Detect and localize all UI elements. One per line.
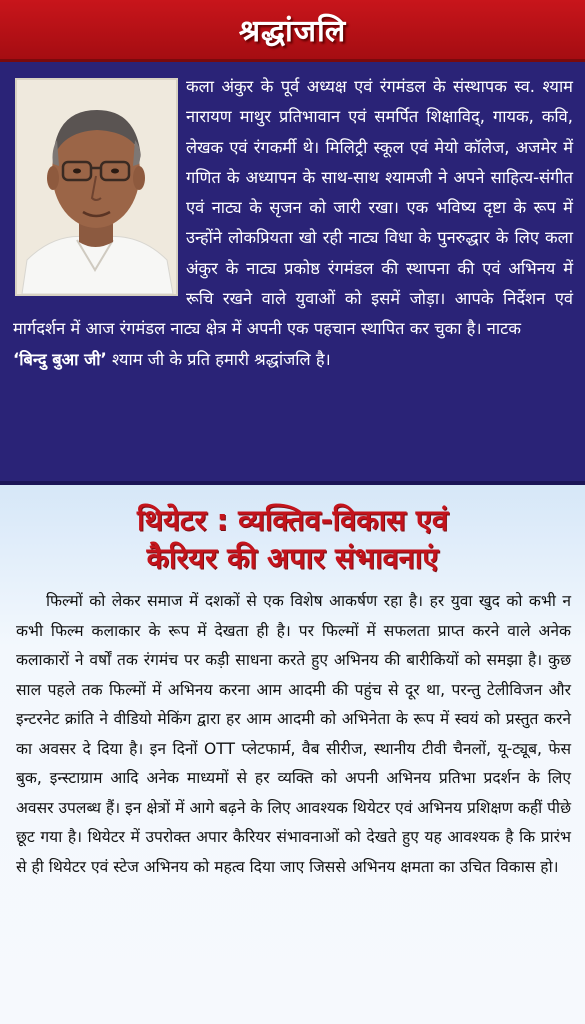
article-body: फिल्मों को लेकर समाज में दशकों से एक विशेष आकर्षण रहा है। हर युवा खुद को कभी न कभी फिल्म कलाकार के रूप में देखता ही है। पर फिल्मों में सफलता प्राप्त करने वाले अनेक कलाकारों ने वर्षों तक रंगमंच पर कड़ी साधना करते हुए अभिनय की बारीकियों को समझा है। कुछ साल पहले तक फिल्मों में अभिनय करना आम आदमी की पहुंच से दूर था, परन्तु टेलीविजन और इन्टरनेट क्रांति ने वीडियो मेकिंग द्वारा हर आम आदमी को अभिनेता के रूप में स्वयं को प्रस्तुत करने का अवसर दे दिया है। इन दिनों OTT प्लेटफार्म, वैब सीरीज, स्थानीय टीवी चैनलों, यू-ट्यूब, फेस बुक, इन्स्टाग्राम आदि अनेक माध्यमों से हर व्यक्ति को अपनी अभिनय प्रतिभा प्रदर्शन के लिए अवसर उपलब्ध हैं। इन क्षेत्रों में आगे बढ़ने के लिए आवश्यक थियेटर एवं अभिनय प्रशिक्षण कहीं पीछे छूट गया है। थियेटर में उपरोक्त अपार कैरियर संभावनाओं को देखते हुए यह आवश्यक है कि प्रारंभ से ही थियेटर एवं स्टेज अभिनय को महत्व दिया जाए जिससे अभिनय क्षमता का उचित विकास हो। bbox=[16, 592, 571, 876]
tribute-section bbox=[0, 62, 585, 485]
tribute-text: कला अंकुर के पूर्व अध्यक्ष एवं रंगमंडल के संस्थापक स्व. श्याम नारायण माथुर प्रतिभावान एवं समर्पित शिक्षाविद्, गायक, कवि, लेखक एवं रंगकर्मी थे। मिलिट्री स्कूल एवं मेयो कॉलेज, अजमेर में गणित के अध्यापन के साथ-साथ श्यामजी ने अपने साहित्य-संगीत एवं नाट्य के सृजन को जारी रखा। एक भविष्य दृष्टा के रूप में उन्होंने लोकप्रियता खो रही नाट्य विधा के पुनरुद्धार के लिए कला अंकुर के नाट्य प्रकोष्ठ रंगमंडल की स्थापना की एवं अभिनय में रूचि रखने वाले युवाओं को इसमें जोड़ा। आपके निर्देशन एवं मार्गदर्शन में आज रंगमंडल नाट्य क्षेत्र में अपनी एक पहचान स्थापित कर चुका है। नाटक bbox=[13, 77, 573, 339]
tribute-banner bbox=[0, 0, 585, 62]
article-section bbox=[0, 485, 585, 1024]
headline-line-2: कैरियर की अपार संभावनाएं bbox=[146, 541, 439, 575]
article-headline bbox=[0, 501, 585, 577]
portrait-illustration bbox=[17, 80, 176, 294]
portrait-photo bbox=[15, 78, 178, 296]
banner-title: श्रद्धांजलि bbox=[238, 14, 347, 49]
tribute-closing: श्याम जी के प्रति हमारी श्रद्धांजलि है। bbox=[111, 349, 331, 369]
headline-line-1: थियेटर : व्यक्तिव-विकास एवं bbox=[137, 503, 448, 537]
tribute-play-name: ‘बिन्दु बुआ जी’ bbox=[13, 349, 107, 369]
